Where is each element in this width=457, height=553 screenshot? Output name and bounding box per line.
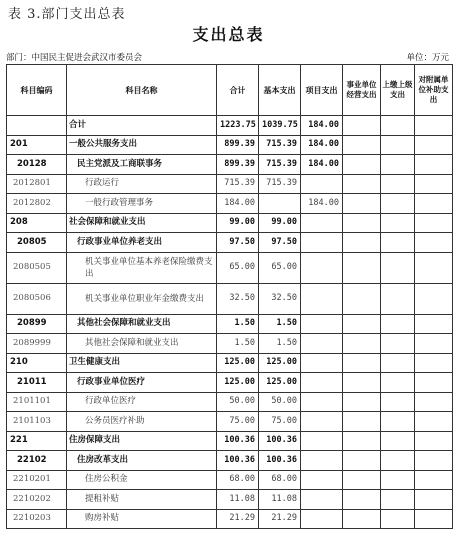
cell-project bbox=[301, 334, 343, 354]
table-row bbox=[7, 155, 453, 175]
cell-subsidy bbox=[415, 283, 453, 314]
cell-project bbox=[301, 174, 343, 194]
cell-business bbox=[343, 470, 381, 490]
table-row bbox=[7, 392, 453, 412]
table-row bbox=[7, 509, 453, 529]
cell-name: 其他社会保障和就业支出 bbox=[67, 334, 217, 354]
table-row bbox=[7, 373, 453, 393]
cell-upper bbox=[381, 155, 415, 175]
cell-project bbox=[301, 392, 343, 412]
cell-project bbox=[301, 451, 343, 471]
cell-upper bbox=[381, 373, 415, 393]
cell-code: 2210201 bbox=[7, 470, 67, 490]
cell-total: 32.50 bbox=[217, 283, 259, 314]
cell-business bbox=[343, 334, 381, 354]
cell-name: 一般行政管理事务 bbox=[67, 194, 217, 214]
cell-upper bbox=[381, 233, 415, 253]
cell-total: 125.00 bbox=[217, 373, 259, 393]
table-row bbox=[7, 252, 453, 283]
table-row bbox=[7, 213, 453, 233]
cell-subsidy bbox=[415, 412, 453, 432]
cell-code: 20805 bbox=[7, 233, 67, 253]
header-subsidy: 对附属单位补助支出 bbox=[415, 65, 453, 116]
cell-project: 184.00 bbox=[301, 116, 343, 136]
table-row bbox=[7, 451, 453, 471]
cell-subsidy bbox=[415, 194, 453, 214]
cell-subsidy bbox=[415, 252, 453, 283]
cell-subsidy bbox=[415, 174, 453, 194]
cell-project bbox=[301, 213, 343, 233]
cell-name: 住房改革支出 bbox=[67, 451, 217, 471]
cell-business bbox=[343, 233, 381, 253]
table-row bbox=[7, 194, 453, 214]
cell-project bbox=[301, 252, 343, 283]
cell-project bbox=[301, 373, 343, 393]
cell-business bbox=[343, 509, 381, 529]
cell-basic: 715.39 bbox=[259, 135, 301, 155]
cell-code: 208 bbox=[7, 213, 67, 233]
cell-code: 2080506 bbox=[7, 283, 67, 314]
table-row bbox=[7, 116, 453, 136]
cell-business bbox=[343, 451, 381, 471]
cell-subsidy bbox=[415, 155, 453, 175]
cell-basic: 125.00 bbox=[259, 373, 301, 393]
unit-label: 单位：万元 bbox=[406, 53, 449, 63]
cell-subsidy bbox=[415, 431, 453, 451]
cell-subsidy bbox=[415, 353, 453, 373]
cell-code: 221 bbox=[7, 431, 67, 451]
cell-basic: 100.36 bbox=[259, 431, 301, 451]
cell-project bbox=[301, 509, 343, 529]
cell-code: 20899 bbox=[7, 314, 67, 334]
cell-code: 2101101 bbox=[7, 392, 67, 412]
cell-basic: 715.39 bbox=[259, 155, 301, 175]
cell-subsidy bbox=[415, 334, 453, 354]
cell-basic: 11.08 bbox=[259, 490, 301, 510]
table-row bbox=[7, 233, 453, 253]
cell-code: 201 bbox=[7, 135, 67, 155]
cell-total: 715.39 bbox=[217, 174, 259, 194]
cell-business bbox=[343, 490, 381, 510]
cell-project bbox=[301, 314, 343, 334]
cell-upper bbox=[381, 283, 415, 314]
cell-total: 50.00 bbox=[217, 392, 259, 412]
header-upper: 上缴上级支出 bbox=[381, 65, 415, 116]
table-row bbox=[7, 135, 453, 155]
cell-business bbox=[343, 353, 381, 373]
expenditure-table bbox=[6, 64, 453, 529]
cell-subsidy bbox=[415, 373, 453, 393]
cell-basic: 1039.75 bbox=[259, 116, 301, 136]
cell-total: 1223.75 bbox=[217, 116, 259, 136]
cell-name: 行政事业单位养老支出 bbox=[67, 233, 217, 253]
cell-project bbox=[301, 470, 343, 490]
table-row bbox=[7, 174, 453, 194]
cell-project: 184.00 bbox=[301, 194, 343, 214]
cell-project bbox=[301, 233, 343, 253]
cell-total: 75.00 bbox=[217, 412, 259, 432]
table-row bbox=[7, 490, 453, 510]
cell-business bbox=[343, 373, 381, 393]
cell-basic: 68.00 bbox=[259, 470, 301, 490]
cell-name: 其他社会保障和就业支出 bbox=[67, 314, 217, 334]
cell-upper bbox=[381, 431, 415, 451]
table-row bbox=[7, 412, 453, 432]
cell-name: 住房保障支出 bbox=[67, 431, 217, 451]
cell-total: 99.00 bbox=[217, 213, 259, 233]
cell-total: 97.50 bbox=[217, 233, 259, 253]
cell-upper bbox=[381, 490, 415, 510]
cell-upper bbox=[381, 174, 415, 194]
table-body bbox=[7, 116, 453, 529]
cell-code: 2012801 bbox=[7, 174, 67, 194]
table-row bbox=[7, 334, 453, 354]
cell-code: 2080505 bbox=[7, 252, 67, 283]
cell-basic: 99.00 bbox=[259, 213, 301, 233]
cell-upper bbox=[381, 314, 415, 334]
cell-name: 住房公积金 bbox=[67, 470, 217, 490]
cell-basic: 715.39 bbox=[259, 174, 301, 194]
cell-basic: 97.50 bbox=[259, 233, 301, 253]
department-label: 部门：中国民主促进会武汉市委员会 bbox=[6, 53, 143, 63]
cell-name: 公务员医疗补助 bbox=[67, 412, 217, 432]
cell-basic: 125.00 bbox=[259, 353, 301, 373]
cell-basic: 50.00 bbox=[259, 392, 301, 412]
cell-project bbox=[301, 412, 343, 432]
cell-total: 1.50 bbox=[217, 334, 259, 354]
cell-name: 卫生健康支出 bbox=[67, 353, 217, 373]
table-row bbox=[7, 431, 453, 451]
page-title: 支出总表 bbox=[192, 25, 265, 44]
cell-name: 购房补贴 bbox=[67, 509, 217, 529]
cell-subsidy bbox=[415, 490, 453, 510]
header-total: 合计 bbox=[217, 65, 259, 116]
cell-business bbox=[343, 174, 381, 194]
cell-code: 22102 bbox=[7, 451, 67, 471]
cell-subsidy bbox=[415, 314, 453, 334]
table-row bbox=[7, 314, 453, 334]
cell-business bbox=[343, 116, 381, 136]
cell-name: 社会保障和就业支出 bbox=[67, 213, 217, 233]
cell-subsidy bbox=[415, 116, 453, 136]
header-name: 科目名称 bbox=[67, 65, 217, 116]
cell-project bbox=[301, 283, 343, 314]
cell-code: 210 bbox=[7, 353, 67, 373]
cell-subsidy bbox=[415, 470, 453, 490]
cell-project: 184.00 bbox=[301, 155, 343, 175]
cell-upper bbox=[381, 194, 415, 214]
cell-subsidy bbox=[415, 509, 453, 529]
cell-business bbox=[343, 194, 381, 214]
cell-code: 2210202 bbox=[7, 490, 67, 510]
table-header-row bbox=[7, 65, 453, 116]
cell-upper bbox=[381, 451, 415, 471]
cell-subsidy bbox=[415, 392, 453, 412]
cell-business bbox=[343, 135, 381, 155]
cell-basic: 21.29 bbox=[259, 509, 301, 529]
cell-upper bbox=[381, 509, 415, 529]
cell-code: 20128 bbox=[7, 155, 67, 175]
cell-name: 合计 bbox=[67, 116, 217, 136]
cell-project bbox=[301, 490, 343, 510]
cell-business bbox=[343, 392, 381, 412]
cell-business bbox=[343, 155, 381, 175]
cell-basic: 65.00 bbox=[259, 252, 301, 283]
cell-business bbox=[343, 431, 381, 451]
header-basic: 基本支出 bbox=[259, 65, 301, 116]
cell-total: 1.50 bbox=[217, 314, 259, 334]
cell-code: 2210203 bbox=[7, 509, 67, 529]
cell-code: 2101103 bbox=[7, 412, 67, 432]
cell-code: 2089999 bbox=[7, 334, 67, 354]
cell-name: 民主党派及工商联事务 bbox=[67, 155, 217, 175]
cell-basic: 75.00 bbox=[259, 412, 301, 432]
cell-business bbox=[343, 252, 381, 283]
table-row bbox=[7, 353, 453, 373]
cell-total: 65.00 bbox=[217, 252, 259, 283]
cell-total: 184.00 bbox=[217, 194, 259, 214]
cell-upper bbox=[381, 353, 415, 373]
cell-total: 100.36 bbox=[217, 431, 259, 451]
cell-business bbox=[343, 283, 381, 314]
cell-name: 机关事业单位基本养老保险缴费支出 bbox=[67, 252, 217, 283]
cell-name: 机关事业单位职业年金缴费支出 bbox=[67, 283, 217, 314]
header-project: 项目支出 bbox=[301, 65, 343, 116]
header-code: 科目编码 bbox=[7, 65, 67, 116]
cell-business bbox=[343, 314, 381, 334]
cell-total: 899.39 bbox=[217, 155, 259, 175]
cell-project bbox=[301, 431, 343, 451]
header-business: 事业单位经营支出 bbox=[343, 65, 381, 116]
table-row bbox=[7, 283, 453, 314]
cell-name: 行政单位医疗 bbox=[67, 392, 217, 412]
cell-name: 行政运行 bbox=[67, 174, 217, 194]
cell-total: 68.00 bbox=[217, 470, 259, 490]
cell-subsidy bbox=[415, 233, 453, 253]
cell-total: 100.36 bbox=[217, 451, 259, 471]
cell-code: 21011 bbox=[7, 373, 67, 393]
cell-subsidy bbox=[415, 213, 453, 233]
cell-upper bbox=[381, 135, 415, 155]
cell-upper bbox=[381, 213, 415, 233]
cell-project bbox=[301, 353, 343, 373]
cell-subsidy bbox=[415, 135, 453, 155]
cell-basic bbox=[259, 194, 301, 214]
cell-name: 行政事业单位医疗 bbox=[67, 373, 217, 393]
cell-upper bbox=[381, 470, 415, 490]
cell-total: 21.29 bbox=[217, 509, 259, 529]
cell-basic: 1.50 bbox=[259, 334, 301, 354]
cell-upper bbox=[381, 334, 415, 354]
table-row bbox=[7, 470, 453, 490]
cell-total: 11.08 bbox=[217, 490, 259, 510]
cell-code: 2012802 bbox=[7, 194, 67, 214]
cell-subsidy bbox=[415, 451, 453, 471]
cell-basic: 100.36 bbox=[259, 451, 301, 471]
cell-business bbox=[343, 213, 381, 233]
cell-business bbox=[343, 412, 381, 432]
cell-project: 184.00 bbox=[301, 135, 343, 155]
cell-upper bbox=[381, 412, 415, 432]
cell-code bbox=[7, 116, 67, 136]
cell-basic: 32.50 bbox=[259, 283, 301, 314]
cell-name: 提租补贴 bbox=[67, 490, 217, 510]
cell-total: 125.00 bbox=[217, 353, 259, 373]
cell-total: 899.39 bbox=[217, 135, 259, 155]
cell-name: 一般公共服务支出 bbox=[67, 135, 217, 155]
table-caption: 表 3.部门支出总表 bbox=[8, 7, 126, 22]
cell-basic: 1.50 bbox=[259, 314, 301, 334]
cell-upper bbox=[381, 392, 415, 412]
cell-upper bbox=[381, 116, 415, 136]
cell-upper bbox=[381, 252, 415, 283]
